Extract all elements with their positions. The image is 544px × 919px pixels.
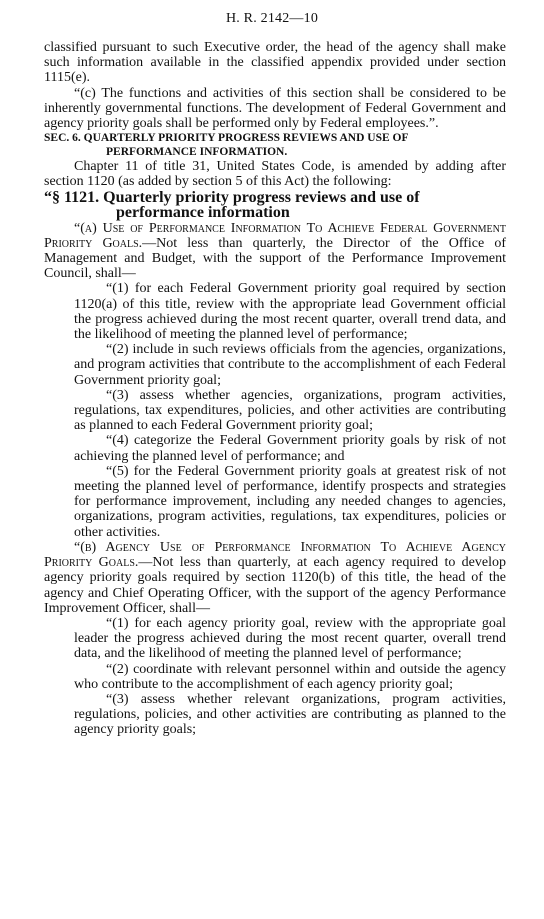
item-b1: “(1) for each agency priority goal, review with the appropriate goal leader the progress achieved during the most recent quarter, overall trend data, and the likelihood of meeting the planned level of performance; [74,615,506,662]
page-header: H. R. 2142—10 [225,11,319,26]
paragraph-continuation: classified pursuant to such Executive order, the head of the agency shall make such information available in the classified appendix provided under section 1115(e). [44,40,506,86]
item-a5: “(5) for the Federal Government priority goals at greatest risk of not meeting the planned level of performance, identify prospects and strategies for performance improvement, including any needed changes to agencies, organizations, program activities, regulations, tax expenditures, policies or other activities. [74,463,506,540]
item-a4: “(4) categorize the Federal Government priority goals by risk of not achieving the planned level of performance; and [74,433,506,464]
document-body [44,40,506,738]
section-6-heading-line2: PERFORMANCE INFORMATION. [106,146,288,159]
item-b3: “(3) assess whether relevant organizations, program activities, regulations, policies, and other activities are contributing as planned to the agency priority goals; [74,691,506,738]
paragraph-c: “(c) The functions and activities of this section shall be considered to be inherently governmental functions. The development of Federal Government and agency priority goals shall be performed only by Federal employees.”. [44,85,506,132]
subsection-a-text: —Not less than quarterly, the Director of the Office of Management and Budget, with the support of the Performance Improvement Council, shall— [44,235,506,282]
item-a3: “(3) assess whether agencies, organizations, program activities, regulations, tax expenditures, policies, and other activities are contributing as planned to each Federal Government priority goal; [74,387,506,434]
subsection-a [44,221,506,282]
section-1121-heading [44,190,506,221]
subsection-a-heading: “(a) Use of Performance Information To Achieve Federal Government Priority Goals. [44,220,506,251]
subsection-b [44,540,506,616]
section-6-heading-line1: SEC. 6. QUARTERLY PRIORITY PROGRESS REVIEWS AND USE OF [44,132,409,145]
paragraph-amendment: Chapter 11 of title 31, United States Code, is amended by adding after section 1120 (as added by section 5 of this Act) the following: [44,159,506,190]
section-6-heading [44,131,506,159]
item-a2: “(2) include in such reviews officials from the agencies, organizations, and program activities that contribute to the accomplishment of each Federal Government priority goal; [74,342,506,388]
section-1121-heading-line1: “§ 1121. Quarterly priority progress reviews and use of [44,188,420,206]
section-1121-heading-line2: performance information [116,204,290,222]
item-a1: “(1) for each Federal Government priority goal required by section 1120(a) of this title, review with the appropriate lead Government official the progress achieved during the most recent quarter, overall trend data, and the likelihood of meeting the planned level of performance; [74,281,506,343]
subsection-b-text: —Not less than quarterly, at each agency required to develop agency priority goals required by section 1120(b) of this title, the head of the agency and Chief Operating Officer, with the support of the agency Performance Improvement Officer, shall— [44,555,507,616]
item-b2: “(2) coordinate with relevant personnel within and outside the agency who contribute to the accomplishment of each agency priority goal; [74,661,506,692]
subsection-b-heading: “(b) Agency Use of Performance Information To Achieve Agency Priority Goals. [44,539,506,571]
